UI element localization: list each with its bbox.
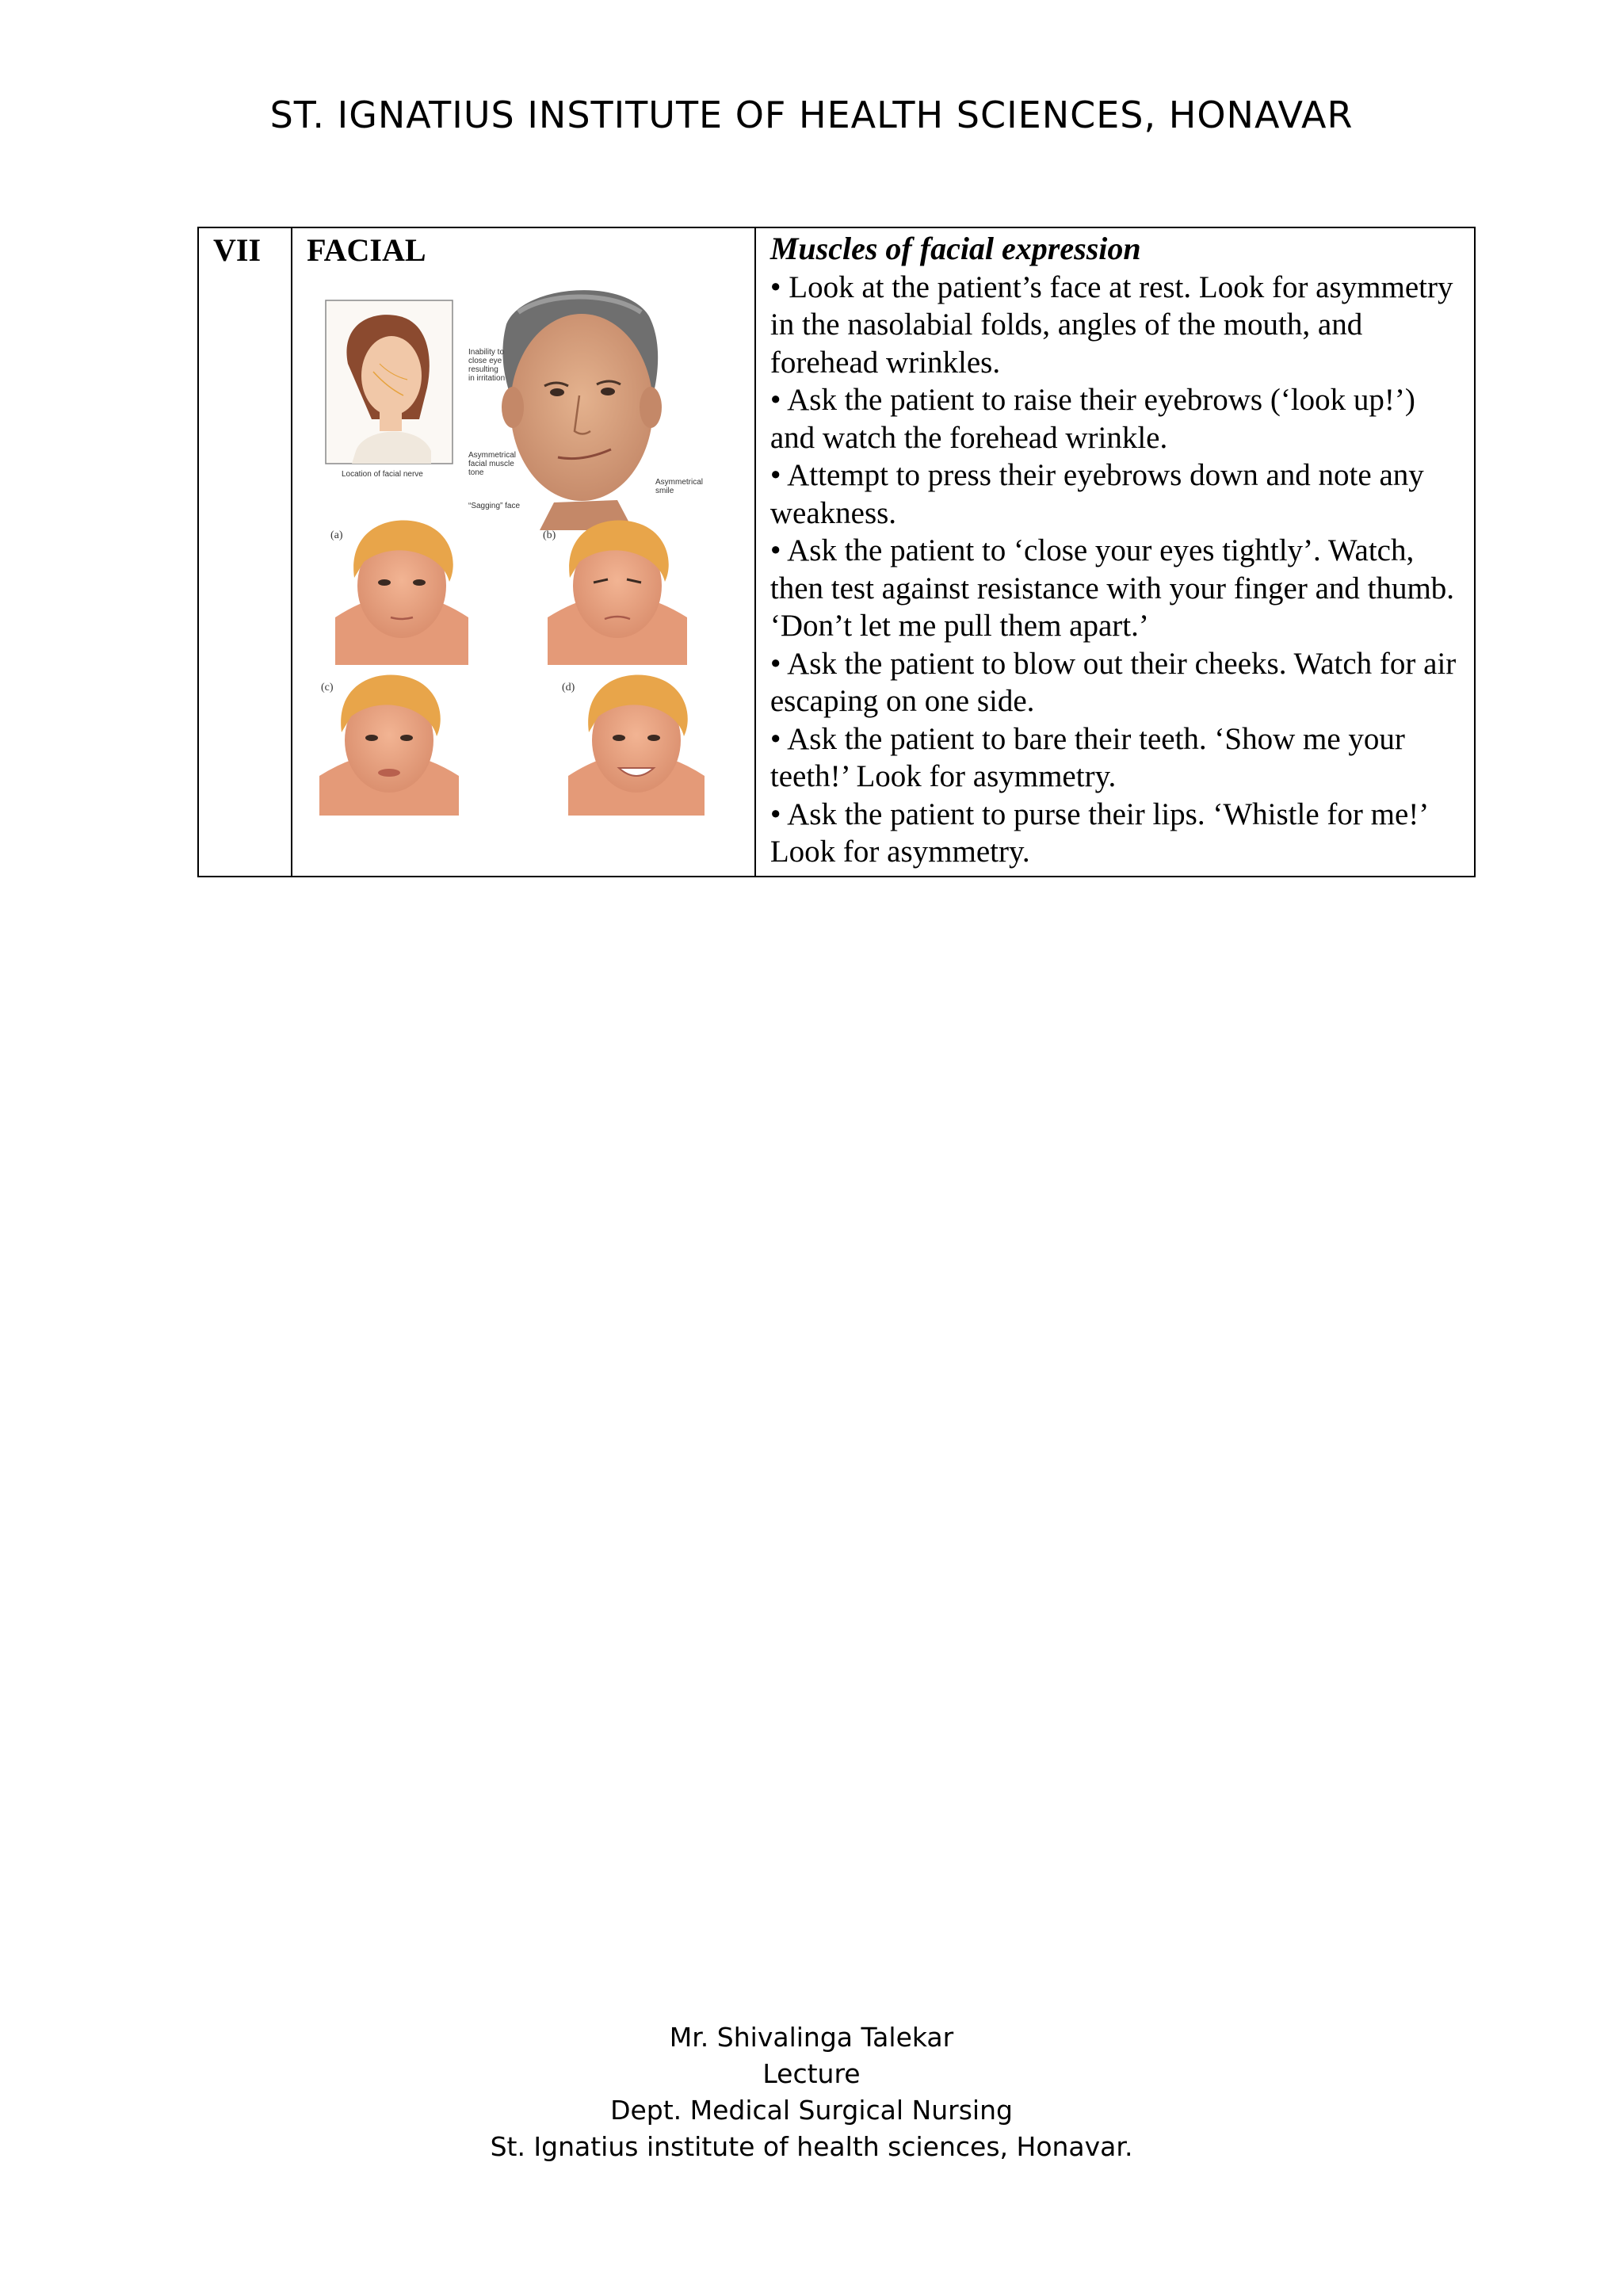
footer-department: Dept. Medical Surgical Nursing xyxy=(610,2095,1013,2126)
nerve-number-cell xyxy=(198,227,292,877)
label-inability-2: close eye xyxy=(468,357,502,365)
panel-a-label: (a) xyxy=(330,529,343,541)
panel-d-image xyxy=(562,675,705,816)
page-footer xyxy=(0,2019,1623,2165)
label-inability-1: Inability to xyxy=(468,348,505,357)
facial-palsy-illustration xyxy=(292,269,755,865)
man-face-image xyxy=(502,290,662,530)
panel-d-label: (d) xyxy=(562,682,575,693)
bullet-item: • Look at the patient’s face at rest. Look for asymmetry in the nasolabial folds, angles of the mouth, and forehead wrinkles. xyxy=(769,269,1453,380)
label-tone-1: Asymmetrical xyxy=(468,451,517,460)
label-tone-3: tone xyxy=(468,468,484,477)
nerve-name-cell xyxy=(292,227,755,877)
label-smile-1: Asymmetrical xyxy=(655,478,704,487)
label-inability-4: in irritation xyxy=(468,374,506,383)
footer-author: Mr. Shivalinga Talekar xyxy=(669,2022,954,2053)
bullet-item: • Ask the patient to purse their lips. ‘Whistle for me!’ Look for asymmetry. xyxy=(769,797,1427,869)
footer-designation: Lecture xyxy=(762,2058,861,2089)
examination-cell xyxy=(755,227,1475,877)
label-location: Location of facial nerve xyxy=(342,470,423,479)
bullet-item: • Ask the patient to raise their eyebrows (‘look up!’) and watch the forehead wrinkle. xyxy=(769,383,1415,455)
page-header: ST. IGNATIUS INSTITUTE OF HEALTH SCIENCES, HONAVAR xyxy=(269,94,1354,136)
woman-profile-image xyxy=(326,300,453,464)
panel-c-image xyxy=(319,675,459,816)
nerve-name: FACIAL xyxy=(307,232,426,268)
panel-b-image xyxy=(543,521,687,665)
label-tone-2: facial muscle xyxy=(468,460,514,468)
facial-palsy-figure xyxy=(292,269,754,865)
bullet-item: • Ask the patient to bare their teeth. ‘Show me your teeth!’ Look for asymmetry. xyxy=(769,721,1405,793)
bullet-item: • Attempt to press their eyebrows down and note any weakness. xyxy=(769,458,1424,530)
label-sagging: “Sagging” face xyxy=(468,502,521,510)
panel-c-label: (c) xyxy=(321,682,334,693)
cranial-nerve-table xyxy=(197,227,1476,877)
label-inability-3: resulting xyxy=(468,365,498,374)
section-heading: Muscles of facial expression xyxy=(769,231,1141,266)
nerve-number: VII xyxy=(213,232,262,268)
footer-institution: St. Ignatius institute of health sciences, Honavar. xyxy=(490,2131,1133,2162)
panel-a-image xyxy=(330,521,468,665)
label-smile-2: smile xyxy=(655,487,674,495)
panel-b-label: (b) xyxy=(543,529,556,541)
bullet-item: • Ask the patient to blow out their cheeks. Watch for air escaping on one side. xyxy=(769,646,1457,718)
bullet-item: • Ask the patient to ‘close your eyes tightly’. Watch, then test against resistance with your finger and thumb. ‘Don’t let me pull them apart.’ xyxy=(769,533,1455,643)
table-row xyxy=(198,227,1475,877)
